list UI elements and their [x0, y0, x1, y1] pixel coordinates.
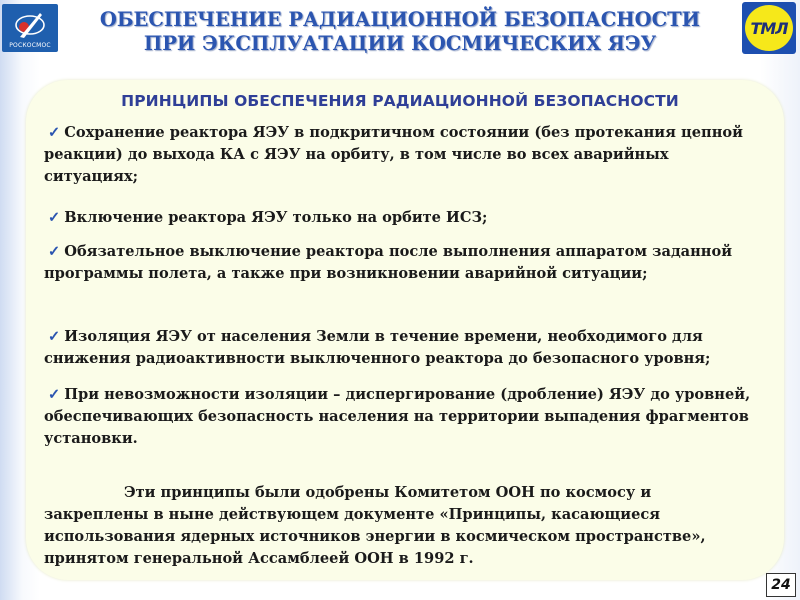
list-item-text: Включение реактора ЯЭУ только на орбите ИСЗ; — [64, 209, 488, 226]
list-item — [44, 384, 754, 450]
page-number: 24 — [766, 573, 796, 597]
list-item-text: При невозможности изоляции – диспергирование (дробление) ЯЭУ до уровней, обеспечивающих безопасность населения на территории выпадения фрагментов установки. — [44, 386, 751, 447]
check-icon: ✓ — [48, 124, 61, 141]
list-item-text: Обязательное выключение реактора после выполнения аппаратом заданной программы полета, а также при возникновении аварийной ситуации; — [44, 243, 733, 282]
check-icon: ✓ — [48, 243, 61, 260]
page-title — [60, 8, 740, 56]
check-icon: ✓ — [48, 386, 61, 403]
tml-logo — [742, 2, 796, 54]
logo-left-label: РОСКОСМОС — [9, 42, 51, 49]
title-line-2: ПРИ ЭКСПЛУАТАЦИИ КОСМИЧЕСКИХ ЯЭУ — [143, 32, 657, 55]
roscosmos-logo — [2, 4, 58, 52]
list-item — [44, 122, 754, 188]
principles-heading: ПРИНЦИПЫ ОБЕСПЕЧЕНИЯ РАДИАЦИОННОЙ БЕЗОПАСНОСТИ — [121, 92, 679, 110]
list-item-text: Изоляция ЯЭУ от населения Земли в течение времени, необходимого для снижения радиоактивности выключенного реактора до безопасного уровня; — [44, 328, 711, 367]
list-item — [44, 241, 754, 285]
rocket-orbit-icon — [12, 7, 48, 41]
list-item-text: Сохранение реактора ЯЭУ в подкритичном состоянии (без протекания цепной реакции) до выхода КА с ЯЭУ на орбиту, в том числе во всех аварийных ситуациях; — [44, 124, 743, 185]
logo-right-label: ТМЛ — [745, 5, 793, 51]
check-icon: ✓ — [48, 328, 61, 345]
list-item — [44, 207, 754, 229]
check-icon: ✓ — [48, 209, 61, 226]
list-item — [44, 326, 754, 370]
conclusion-paragraph: Эти принципы были одобрены Комитетом ООН по космосу и закреплены в ныне действующем документе «Принципы, касающиеся использования ядерных источников энергии в космическом пространстве», принятом генеральной Ассамблеей ООН в 1992 г. — [44, 484, 706, 567]
title-line-1: ОБЕСПЕЧЕНИЕ РАДИАЦИОННОЙ БЕЗОПАСНОСТИ — [99, 8, 701, 31]
